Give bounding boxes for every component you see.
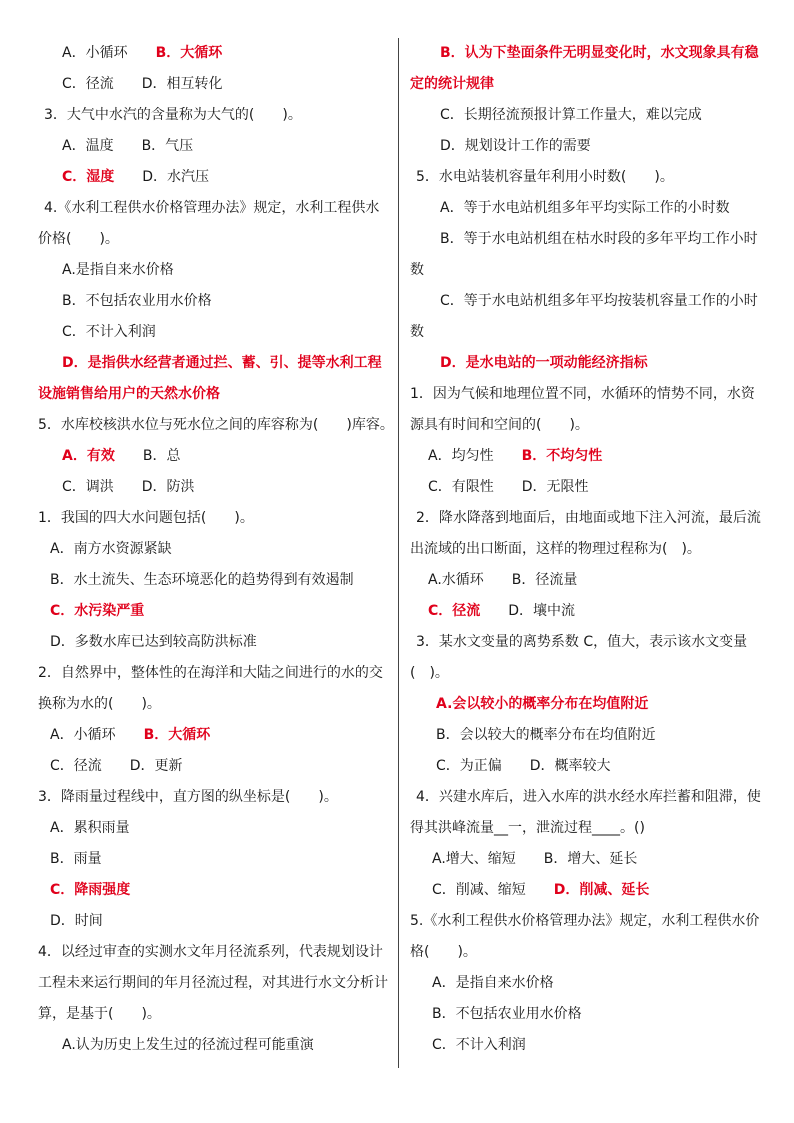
line-text: B．会以较大的概率分布在均值附近 [436, 727, 656, 743]
text-line [410, 906, 762, 937]
text-line [38, 782, 388, 813]
text-line [410, 441, 762, 472]
text-line [410, 689, 762, 720]
text-line [410, 38, 762, 69]
line-text: C．等于水电站机组多年平均按装机容量工作的小时 [440, 293, 758, 309]
text-line [38, 100, 388, 131]
text-line [38, 410, 394, 441]
text-line [410, 286, 762, 317]
line-text: A.水循环 B．径流量 [428, 572, 578, 588]
text-line [38, 162, 388, 193]
line-text: 4.《水利工程供水价格管理办法》规定，水利工程供水 [44, 200, 380, 216]
line-text: C．有限性 D．无限性 [428, 479, 589, 495]
text-line [38, 875, 388, 906]
text-line [410, 658, 762, 689]
line-text: ( )。 [410, 665, 449, 681]
answer-text: 定的统计规律 [410, 76, 494, 92]
line-text: 5．水库校核洪水位与死水位之间的库容称为( )库容。 [38, 417, 394, 433]
text-line [410, 751, 762, 782]
text-line [38, 999, 388, 1030]
line-text: A．南方水资源紧缺 [50, 541, 172, 557]
text-line [38, 906, 388, 937]
text-line [38, 1030, 388, 1061]
text-line [38, 844, 388, 875]
line-text: 2．自然界中，整体性的在海洋和大陆之间进行的水的交 [38, 665, 383, 681]
left-column [38, 38, 394, 1061]
answer-text: A.会以较小的概率分布在均值附近 [436, 696, 649, 712]
text-line [38, 503, 388, 534]
text-line [410, 100, 762, 131]
text-line [410, 255, 762, 286]
text-line [38, 286, 388, 317]
line-text: A．均匀性 [428, 448, 522, 464]
line-text: A.增大、缩短 B．增大、延长 [432, 851, 638, 867]
line-text: 4．以经过审查的实测水文年月径流系列，代表规划设计 [38, 944, 383, 960]
text-line [410, 503, 762, 534]
text-line [38, 131, 388, 162]
line-text: C．不计入利润 [432, 1037, 526, 1053]
text-line [38, 441, 388, 472]
line-text: A.是指自来水价格 [62, 262, 174, 278]
answer-text: D．削减、延长 [553, 882, 650, 898]
text-line [410, 627, 762, 658]
line-text: B．雨量 [50, 851, 102, 867]
text-line [38, 627, 388, 658]
text-line [38, 224, 388, 255]
answer-text: B．认为下垫面条件无明显变化时，水文现象具有稳 [440, 45, 759, 61]
text-line [38, 751, 388, 782]
text-line [410, 782, 762, 813]
line-text: C．径流 D．更新 [50, 758, 183, 774]
text-line [38, 317, 388, 348]
answer-text: 设施销售给用户的天然水价格 [38, 386, 220, 402]
text-line [410, 720, 762, 751]
text-line [410, 999, 762, 1030]
text-line [410, 162, 762, 193]
line-text: 源具有时间和空间的( )。 [410, 417, 589, 433]
text-line [38, 720, 388, 751]
text-line [410, 813, 762, 844]
text-line [410, 1030, 762, 1061]
text-line [38, 193, 388, 224]
text-line [410, 875, 762, 906]
text-line [410, 968, 762, 999]
line-text: 数 [410, 324, 424, 340]
right-column [410, 38, 762, 1061]
line-text: B．不包括农业用水价格 [432, 1006, 582, 1022]
text-line [410, 844, 762, 875]
text-line [38, 689, 388, 720]
line-text: 1．我国的四大水问题包括( )。 [38, 510, 254, 526]
answer-text: B．不均匀性 [521, 448, 603, 464]
answer-text: C．径流 [428, 603, 481, 619]
line-text: D．水汽压 [114, 169, 210, 185]
text-line [410, 410, 762, 441]
text-line [38, 38, 388, 69]
text-line [410, 317, 762, 348]
answer-text: D．是水电站的一项动能经济指标 [440, 355, 648, 371]
text-line [410, 224, 762, 255]
line-text: 格( )。 [410, 944, 477, 960]
line-text: 5.《水利工程供水价格管理办法》规定，水利工程供水价 [410, 913, 760, 929]
text-line [410, 131, 762, 162]
text-line [38, 379, 388, 410]
line-text: A．等于水电站机组多年平均实际工作的小时数 [440, 200, 730, 216]
answer-text: B．大循环 [143, 727, 211, 743]
line-text: D．时间 [50, 913, 103, 929]
line-text: 出流域的出口断面，这样的物理过程称为( )。 [410, 541, 701, 557]
text-line [410, 596, 762, 627]
line-text: 1．因为气候和地理位置不同，水循环的情势不同，水资 [410, 386, 755, 402]
line-text: D．壤中流 [480, 603, 576, 619]
line-text: B．不包括农业用水价格 [62, 293, 212, 309]
line-text: A.认为历史上发生过的径流过程可能重演 [62, 1037, 314, 1053]
line-text: C．径流 D．相互转化 [62, 76, 223, 92]
text-line [38, 937, 388, 968]
line-text: B．等于水电站机组在枯水时段的多年平均工作小时 [440, 231, 758, 247]
answer-text: A．有效 [62, 448, 115, 464]
text-line [38, 968, 388, 999]
text-line [38, 534, 388, 565]
line-text: D．多数水库已达到较高防洪标准 [50, 634, 257, 650]
text-line [38, 658, 388, 689]
line-text: A．是指自来水价格 [432, 975, 554, 991]
text-line [410, 69, 762, 100]
line-text: D．规划设计工作的需要 [440, 138, 591, 154]
answer-text: D．是指供水经营者通过拦、蓄、引、提等水利工程 [62, 355, 382, 371]
answer-text: C．降雨强度 [50, 882, 131, 898]
text-line [38, 565, 388, 596]
line-text: 2．降水降落到地面后，由地面或地下注入河流，最后流 [416, 510, 761, 526]
line-text: C．为正偏 D．概率较大 [436, 758, 611, 774]
line-text: C．长期径流预报计算工作量大，难以完成 [440, 107, 702, 123]
text-line [38, 472, 388, 503]
line-text: 换称为水的( )。 [38, 696, 161, 712]
line-text: 得其洪峰流量__一，泄流过程____。() [410, 820, 645, 836]
text-line [410, 937, 762, 968]
answer-text: B．大循环 [155, 45, 223, 61]
line-text: B．总 [114, 448, 181, 464]
line-text: C．削减、缩短 [432, 882, 554, 898]
text-line [38, 596, 388, 627]
text-line [38, 255, 388, 286]
text-line [410, 534, 762, 565]
line-text: A．累积雨量 [50, 820, 130, 836]
line-text: A．小循环 [62, 45, 156, 61]
answer-text: C．水污染严重 [50, 603, 145, 619]
text-line [38, 69, 388, 100]
line-text: B．水土流失、生态环境恶化的趋势得到有效遏制 [50, 572, 354, 588]
text-line [410, 193, 762, 224]
line-text: 算，是基于( )。 [38, 1006, 161, 1022]
text-line [38, 348, 388, 379]
line-text: 3．降雨量过程线中，直方图的纵坐标是( )。 [38, 789, 338, 805]
text-line [410, 348, 762, 379]
line-text: 3．某水文变量的离势系数 C，值大，表示该水文变量 [416, 634, 748, 650]
line-text: 5．水电站装机容量年利用小时数( )。 [416, 169, 674, 185]
text-line [410, 472, 762, 503]
text-line [410, 565, 762, 596]
line-text: C．不计入利润 [62, 324, 156, 340]
text-line [38, 813, 388, 844]
line-text: 工程未来运行期间的年月径流过程，对其进行水文分析计 [38, 975, 388, 991]
line-text: 价格( )。 [38, 231, 119, 247]
line-text: 3．大气中水汽的含量称为大气的( )。 [44, 107, 302, 123]
line-text: 数 [410, 262, 424, 278]
line-text: A．小循环 [50, 727, 144, 743]
text-line [410, 379, 762, 410]
line-text: 4．兴建水库后，进入水库的洪水经水库拦蓄和阻滞，使 [416, 789, 761, 805]
line-text: C．调洪 D．防洪 [62, 479, 195, 495]
column-divider [398, 38, 399, 1068]
answer-text: C．湿度 [62, 169, 115, 185]
line-text: A．温度 B．气压 [62, 138, 194, 154]
